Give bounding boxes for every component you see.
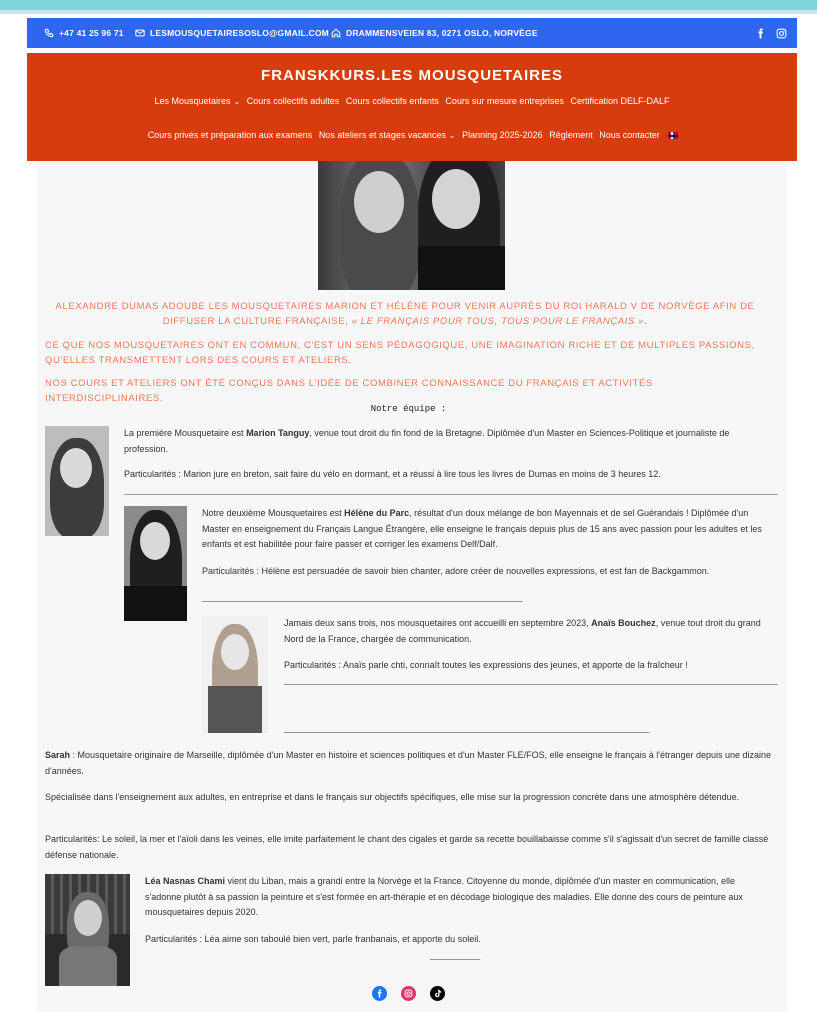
helene-particularites: Particularités : Hélène est persuadée de savoir bien chanter, adore créer de nouvelles expressions, et est fan de Backgammon. (202, 566, 710, 576)
anais-underline: _________________________________________________________________________________ (284, 723, 649, 733)
intro-paragraph-3: NOS COURS ET ATELIERS ONT ÉTÉ CONÇUS DANS L'IDÉE DE COMBINER CONNAISSANCE DU FRANÇAIS ET ACTIVITÉS INTERDISCIPLINAIRES. (45, 378, 653, 404)
sarah-specialisation: Spécialisée dans l'enseignement aux adultes, en entreprise et dans le français sur objectifs spécifiques, elle mise sur la progression concrète dans une atmosphère détendue. (45, 792, 740, 802)
nav-les-mousquetaires[interactable]: Les Mousquetaires ⌄ (154, 96, 241, 106)
postal-address: DRAMMENSVEIEN 83, 0271 OSLO, NORVÈGE (346, 28, 538, 38)
top-accent-strip (0, 0, 817, 10)
lea-name: Léa Nasnas Chami (145, 876, 226, 886)
header-social-links (755, 18, 787, 48)
facebook-icon[interactable] (372, 986, 387, 1001)
nav-primary-row-1 (27, 96, 797, 106)
divider (284, 684, 778, 685)
anais-name: Anaïs Bouchez (591, 618, 656, 628)
nav-nous-contacter[interactable]: Nous contacter (599, 130, 660, 140)
instagram-icon[interactable] (401, 986, 416, 1001)
nav-primary-row-2 (27, 130, 797, 140)
instagram-icon[interactable] (776, 28, 787, 39)
lea-bio: Léa Nasnas Chami vient du Liban, mais a grandi entre la Norvège et la France. Citoyenne du monde, diplômée d'un master en communication, elle s'adonne plutôt à sa passion la peinture et s'est formée en art-thérapie et en décodage biologique des maladies. Elle donne des cours de peinture aux mousquetaires depuis 2020. (145, 876, 743, 917)
footer-social-links (0, 986, 817, 1001)
nav-ateliers-stages[interactable]: Nos ateliers et stages vacances ⌄ (318, 130, 456, 140)
email-address: LESMOUSQUETAIRESOSLO@GMAIL.COM (150, 28, 329, 38)
team-heading: Notre équipe : (370, 404, 447, 414)
sarah-name: Sarah (45, 750, 71, 760)
phone-number: +47 41 25 96 71 (59, 28, 124, 38)
marion-particularites: Particularités : Marion jure en breton, sait faire du vélo en dormant, et a réussi à lire tous les livres de Dumas en moins de 3 heures 12. (124, 469, 661, 479)
mail-icon (135, 28, 145, 38)
helene-bio: Notre deuxième Mousquetaires est Hélène du Parc, résultat d'un doux mélange de bon Mayennais et de sel Guérandais ! Diplômée d'un Master en enseignement du Français Langue Étrangère, elle enseigne le français depuis plus de 15 ans avec passion pour les adultes et les enfants et est habilitée pour faire passer et corriger les examens Delf/Dalf. (202, 508, 762, 549)
helene-photo (124, 506, 187, 621)
group-photo (318, 161, 505, 290)
sarah-particularites: Particularités: Le soleil, la mer et l'aïoli dans les veines, elle imite parfaitement le chant des cigales et garde sa recette bouillabaisse comme s'il s'agissait d'un secret de famille classé défense nationale. (45, 834, 769, 860)
site-header (27, 53, 797, 161)
sarah-bio: Sarah : Mousquetaire originaire de Marseille, diplômée d'un Master en histoire et sciences politiques et d'un Master FLE/FOS, elle enseigne le français à l'étranger depuis une dizaine d'années. (45, 750, 772, 776)
chevron-down-icon: ⌄ (233, 97, 241, 106)
anais-photo (202, 616, 268, 733)
marion-name: Marion Tanguy (246, 428, 310, 438)
motto-quote: « LE FRANÇAIS POUR TOUS, TOUS POUR LE FRANÇAIS » (351, 316, 645, 327)
nav-reglement[interactable]: Règlement (549, 130, 593, 140)
phone-link[interactable] (44, 18, 124, 48)
chevron-down-icon: ⌄ (448, 131, 456, 140)
nav-cours-sur-mesure-entreprises[interactable]: Cours sur mesure entreprises (445, 96, 564, 106)
nav-cours-prives[interactable]: Cours privés et préparation aux examens (147, 130, 313, 140)
nav-cours-collectifs-adultes[interactable]: Cours collectifs adultes (246, 96, 340, 106)
tiktok-icon[interactable] (430, 986, 445, 1001)
nav-cours-collectifs-enfants[interactable]: Cours collectifs enfants (345, 96, 439, 106)
marion-bio: La première Mousquetaire est Marion Tanguy, venue tout droit du fin fond de la Bretagne. Diplômée d'un Master en Sciences-Politique et journaliste de profession. (124, 428, 730, 454)
anais-particularites: Particularités : Anaïs parle chti, connaît toutes les expressions des jeunes, et apporte de la fraîcheur ! (284, 660, 688, 670)
email-link[interactable] (135, 18, 329, 48)
contact-bar (27, 18, 797, 48)
divider (124, 494, 778, 495)
top-accent-strip-light (0, 10, 817, 14)
phone-icon (44, 28, 54, 38)
intro-paragraph-2: CE QUE NOS MOUSQUETAIRES ONT EN COMMUN, C'EST UN SENS PÉDAGOGIQUE, UNE IMAGINATION RICHE ET DE MULTIPLES PASSIONS, QU'ELLES TRANSMETTENT LORS DES COURS ET ATELIERS. (45, 340, 755, 366)
helene-name: Hélène du Parc (344, 508, 410, 518)
facebook-icon[interactable] (755, 28, 766, 39)
norway-flag-icon[interactable] (668, 132, 678, 139)
address-link[interactable] (331, 18, 538, 48)
site-title[interactable]: FRANSKKURS.LES MOUSQUETAIRES (261, 67, 563, 84)
lea-photo (45, 874, 130, 986)
helene-underline: _______________________________________________________________________ (202, 592, 522, 602)
nav-planning[interactable]: Planning 2025-2026 (462, 130, 543, 140)
lea-underline: ___________ (430, 950, 480, 960)
lea-particularites: Particularités : Léa aime son taboulé bien vert, parle franbanais, et apporte du soleil. (145, 934, 481, 944)
marion-photo (45, 426, 109, 536)
home-icon (331, 28, 341, 38)
intro-paragraph-1: ALEXANDRE DUMAS ADOUBE LES MOUSQUETAIRES MARION ET HÉLÈNE POUR VENIR AUPRÈS DU ROI HARALD V DE NORVÈGE AFIN DE DIFFUSER LA CULTURE FRANÇAISE, « LE FRANÇAIS POUR TOUS, TOUS POUR LE FRANÇAIS ». (55, 301, 755, 327)
anais-bio: Jamais deux sans trois, nos mousquetaires ont accueilli en septembre 2023, Anaïs Bouchez, venue tout droit du grand Nord de la France, chargée de communication. (284, 618, 761, 644)
nav-certification-delf-dalf[interactable]: Certification DELF-DALF (570, 96, 670, 106)
